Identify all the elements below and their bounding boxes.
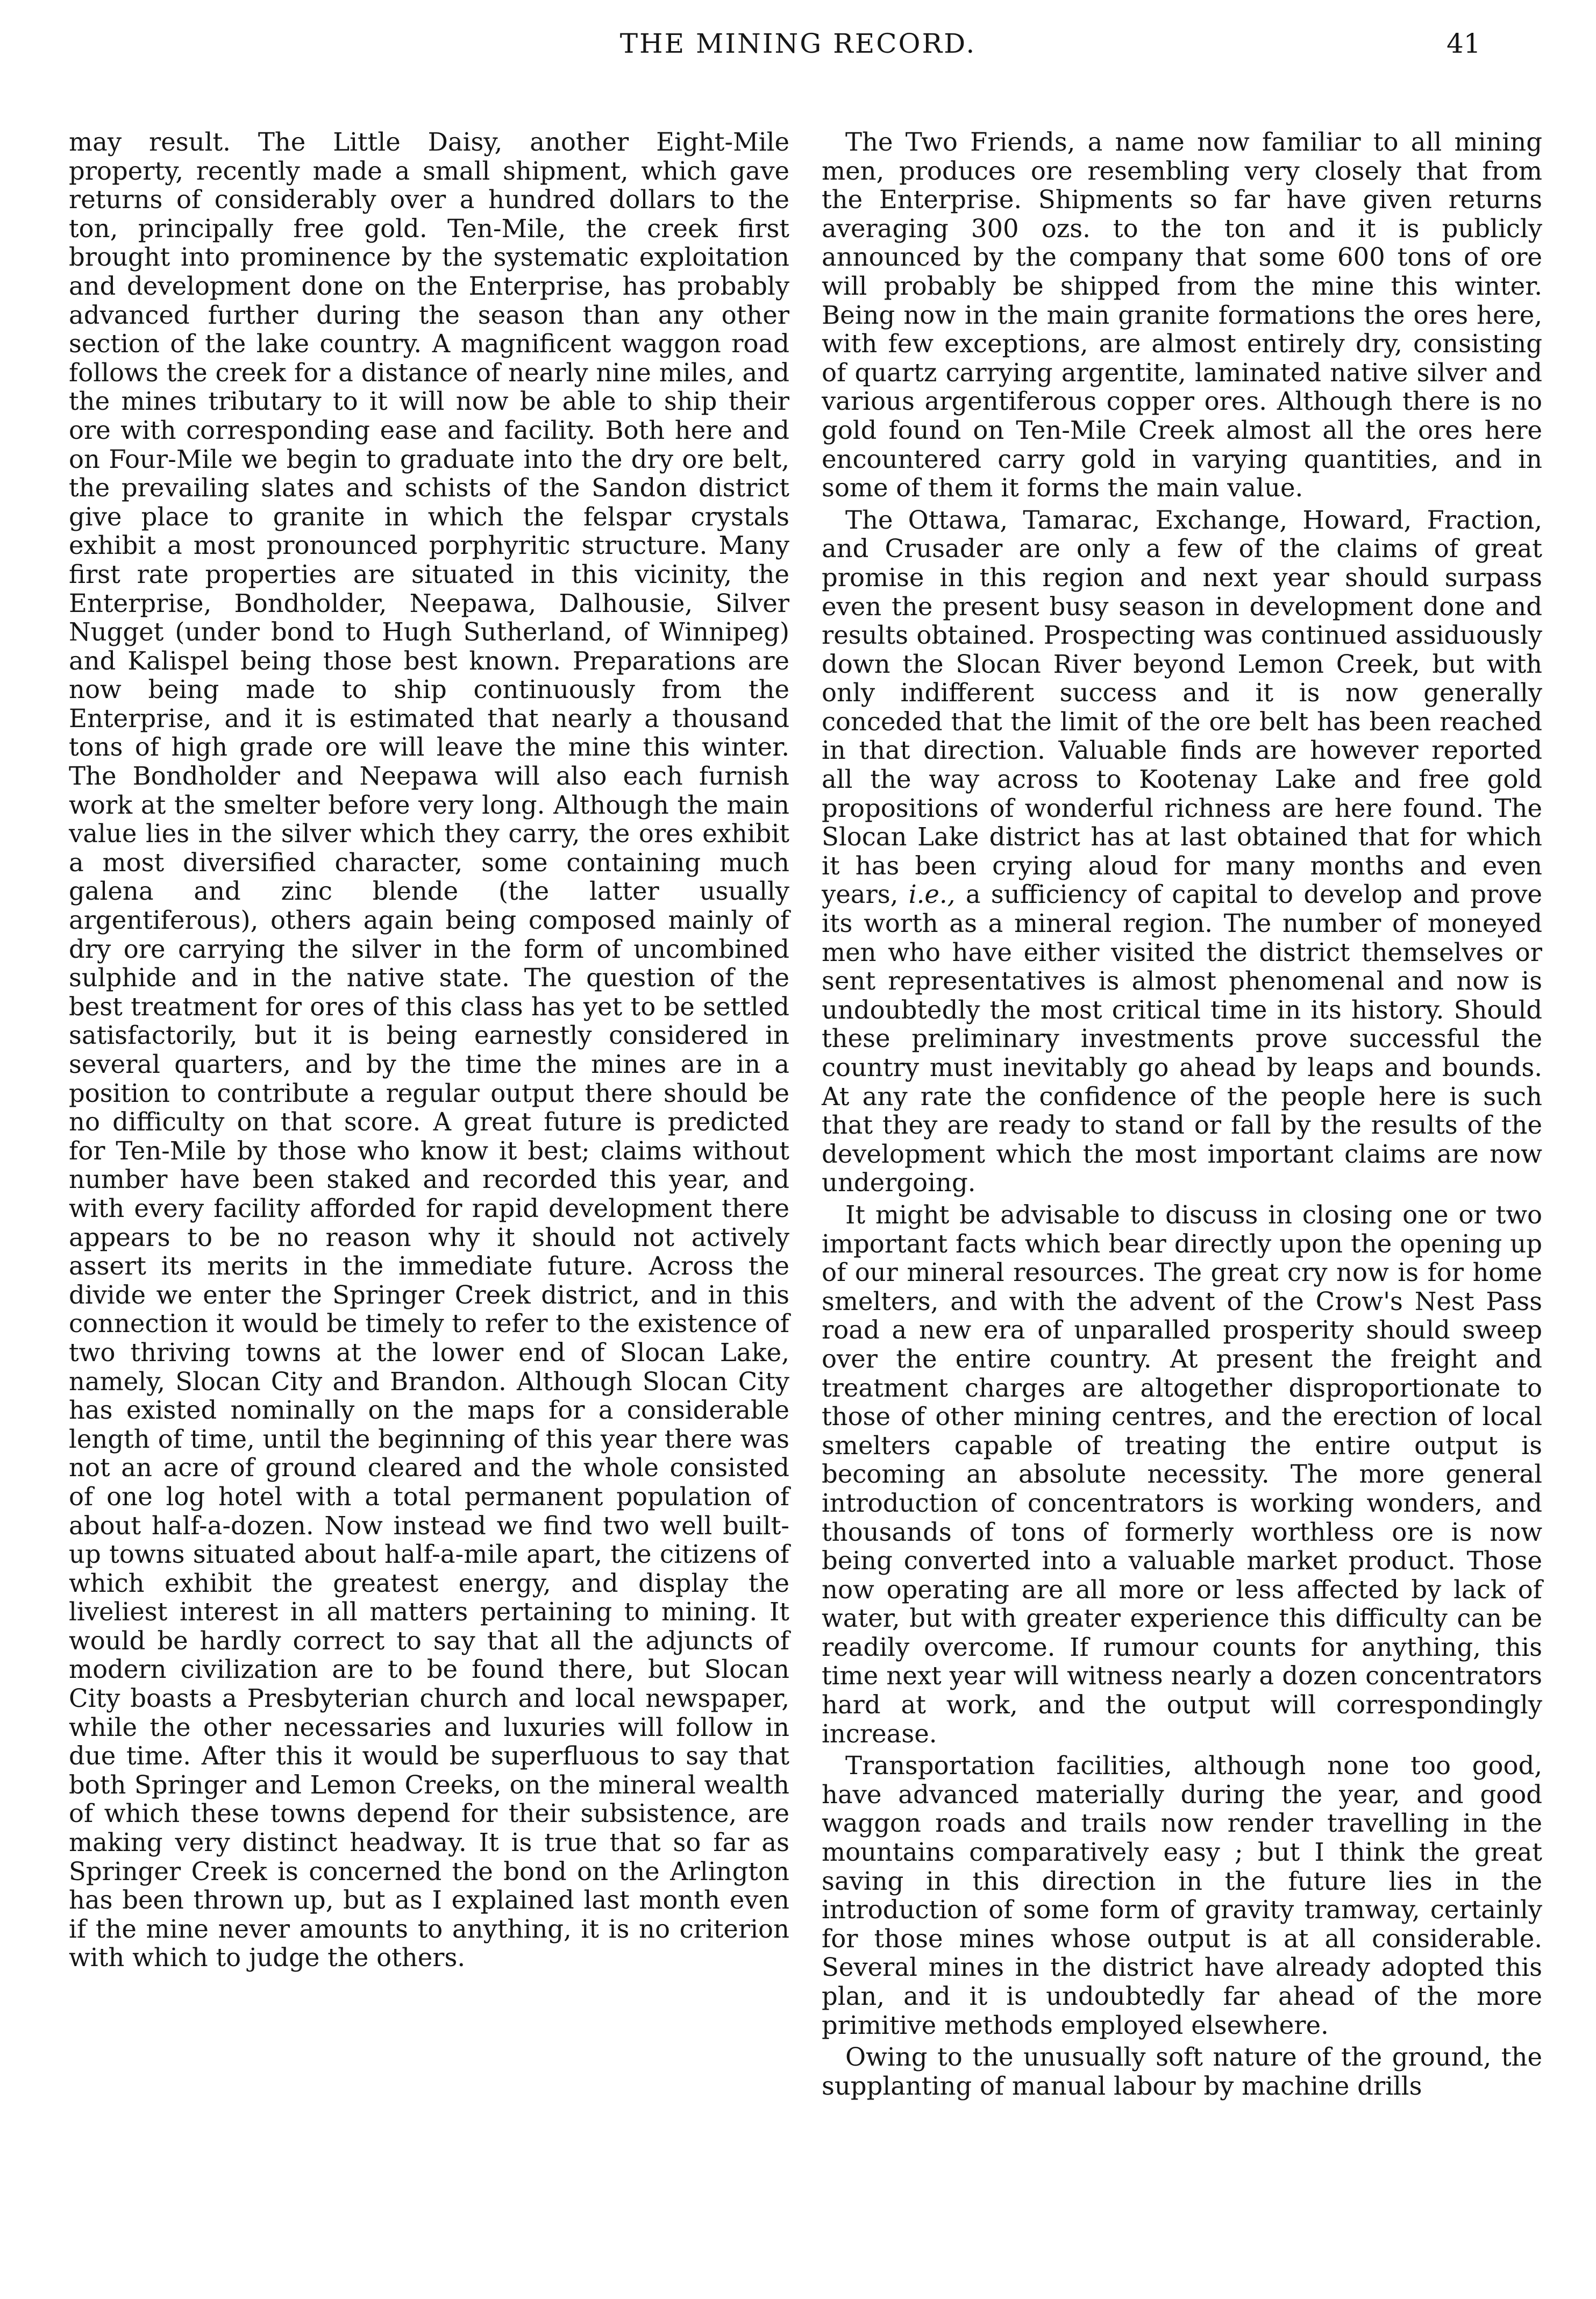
- paragraph: [822, 506, 1542, 1198]
- paragraph: The Two Friends, a name now familiar to all mining men, produces ore resembling very closely that from the Enterprise. Shipments so far have given returns averaging 300 ozs. to the ton and it is publicly announced by the company that some 600 tons of ore will probably be shipped from the mine this winter. Being now in the main granite formations the ores here, with few exceptions, are almost entirely dry, consisting of quartz carrying argentite, laminated native silver and various argentiferous copper ores. Although there is no gold found on Ten-Mile Creek almost all the ores here encountered carry gold in varying quantities, and in some of them it forms the main value.: [822, 127, 1542, 503]
- paragraph: may result. The Little Daisy, another Eight-Mile property, recently made a small shipment, which gave returns of considerably over a hundred dollars to the ton, principally free gold. Ten-Mile, the creek first brought into prominence by the systematic exploitation and development done on the Enterprise, has probably advanced further during the season than any other section of the lake country. A magnificent waggon road follows the creek for a distance of nearly nine miles, and the mines tributary to it will now be able to ship their ore with corresponding ease and facility. Both here and on Four-Mile we begin to graduate into the dry ore belt, the prevailing slates and schists of the Sandon district give place to granite in which the felspar crystals exhibit a most pronounced porphyritic structure. Many first rate properties are situated in this vicinity, the Enterprise, Bondholder, Neepawa, Dalhousie, Silver Nugget (under bond to Hugh Sutherland, of Winnipeg) and Kalispel being those best known. Preparations are now being made to ship continuously from the Enterprise, and it is estimated that nearly a thousand tons of high grade ore will leave the mine this winter. The Bondholder and Neepawa will also each furnish work at the smelter before very long. Although the main value lies in the silver which they carry, the ores exhibit a most diversified character, some containing much galena and zinc blende (the latter usually argentiferous), others again being composed mainly of dry ore carrying the silver in the form of uncombined sulphide and in the native state. The question of the best treatment for ores of this class has yet to be settled satisfactorily, but it is being earnestly considered in several quarters, and by the time the mines are in a position to contribute a regular output there should be no difficulty on that score. A great future is predicted for Ten-Mile by those who know it best; claims without number have been staked and recorded this year, and with every facility afforded for rapid development there appears to be no reason why it should not actively assert its merits in the immediate future. Across the divide we enter the Springer Creek district, and in this connection it would be timely to refer to the existence of two thriving towns at the lower end of Slocan Lake, namely, Slocan City and Brandon. Although Slocan City has existed nominally on the maps for a considerable length of time, until the beginning of this year there was not an acre of ground cleared and the whole consisted of one log hotel with a total permanent population of about half-a-dozen. Now instead we find two well built-up towns situated about half-a-mile apart, the citizens of which exhibit the greatest energy, and display the liveliest interest in all matters pertaining to mining. It would be hardly correct to say that all the adjuncts of modern civilization are to be found there, but Slocan City boasts a Presbyterian church and local newspaper, while the other necessaries and luxuries will follow in due time. After this it would be superfluous to say that both Springer and Lemon Creeks, on the mineral wealth of which these towns depend for their subsistence, are making very distinct headway. It is true that so far as Springer Creek is concerned the bond on the Arlington has been thrown up, but as I explained last month even if the mine never amounts to anything, it is no criterion with which to judge the others.: [69, 127, 789, 1973]
- right-column: [822, 128, 1542, 2101]
- paragraph-text: The Ottawa, Tamarac, Exchange, Howard, Fraction, and Crusader are only a few of the claims of great promise in this region and next year should surpass even the present busy season in development done and results obtained. Prospecting was continued assiduously down the Slocan River beyond Lemon Creek, but with only indifferent success and it is now generally conceded that the limit of the ore belt has been reached in that direction. Valuable finds are however reported all the way across to Kootenay Lake and free gold propositions of wonderful richness are here found. The Slocan Lake district has at last obtained that for which it has been crying aloud for many months and even years,: [822, 505, 1542, 909]
- paragraph-text: a sufficiency of capital to develop and prove its worth as a mineral region. The number of moneyed men who have either visited the district themselves or sent representatives is almost phenomenal and now is undoubtedly the most critical time in its history. Should these preliminary investments prove successful the country must inevitably go ahead by leaps and bounds. At any rate the confidence of the people here is such that they are ready to stand or fall by the results of the development which the most important claims are now undergoing.: [822, 880, 1542, 1198]
- page-header: [0, 0, 1596, 81]
- paragraph: It might be advisable to discuss in closing one or two important facts which bear directly upon the opening up of our mineral resources. The great cry now is for home smelters, and with the advent of the Crow's Nest Pass road a new era of unparalled prosperity should sweep over the entire country. At present the freight and treatment charges are altogether disproportionate to those of other mining centres, and the erection of local smelters capable of treating the entire output is becoming an absolute necessity. The more general introduction of concentrators is working wonders, and thousands of tons of formerly worthless ore is now being converted into a valuable market product. Those now operating are all more or less affected by lack of water, but with greater experience this difficulty can be readily overcome. If rumour counts for anything, this time next year will witness nearly a dozen concentrators hard at work, and the output will correspondingly increase.: [822, 1200, 1542, 1748]
- page-number: 41: [1447, 28, 1481, 59]
- italic-abbreviation: i.e.,: [908, 880, 956, 909]
- paragraph: Owing to the unusually soft nature of the ground, the supplanting of manual labour by machine drills: [822, 2042, 1542, 2101]
- paragraph: Transportation facilities, although none too good, have advanced materially during the year, and good waggon roads and trails now render travelling in the mountains comparatively easy ; but I think the great saving in this direction in the future lies in the introduction of some form of gravity tramway, certainly for those mines whose output is at all considerable. Several mines in the district have already adopted this plan, and it is undoubtedly far ahead of the more primitive methods employed elsewhere.: [822, 1751, 1542, 2040]
- left-column: [69, 128, 789, 1973]
- publication-title: THE MINING RECORD.: [619, 28, 977, 59]
